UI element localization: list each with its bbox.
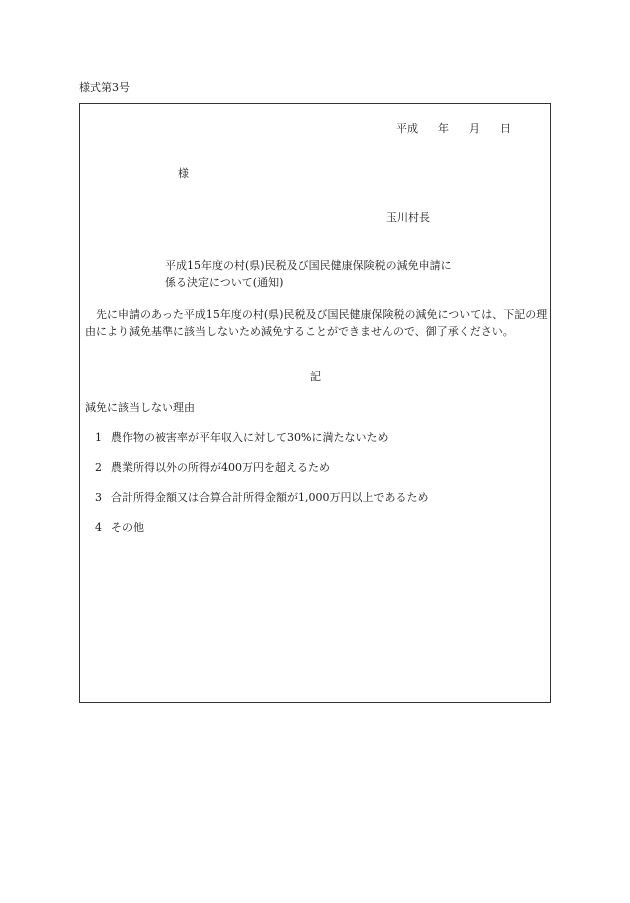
reason-list [95, 432, 429, 552]
subject-line-2: 係る決定について(通知) [165, 276, 284, 289]
subject [165, 257, 525, 291]
reason-text: その他 [111, 521, 144, 534]
reason-heading: 減免に該当しない理由 [85, 401, 195, 414]
issuer: 玉川村長 [386, 211, 430, 224]
reason-number: 3 [95, 491, 102, 504]
date-line [396, 123, 511, 134]
reason-item [95, 432, 429, 462]
reason-text: 農作物の被害率が平年収入に対して30%に満たないため [111, 431, 389, 444]
form-number: 様式第3号 [79, 81, 130, 94]
ki-heading: 記 [310, 370, 321, 383]
date-era: 平成 [396, 122, 418, 135]
date-day-unit: 日 [500, 122, 511, 135]
date-month-unit: 月 [469, 122, 480, 135]
reason-number: 1 [95, 431, 102, 444]
subject-line-1: 平成15年度の村(県)民税及び国民健康保険税の減免申請に [165, 259, 452, 272]
addressee-suffix: 様 [178, 167, 189, 180]
reason-item [95, 492, 429, 522]
reason-number: 4 [95, 521, 102, 534]
reason-item [95, 462, 429, 492]
reason-number: 2 [95, 461, 102, 474]
date-year-unit: 年 [438, 122, 449, 135]
reason-text: 合計所得金額又は合算合計所得金額が1,000万円以上であるため [111, 491, 429, 504]
body-text: 先に申請のあった平成15年度の村(県)民税及び国民健康保険税の減免については、下記の理由により減免基準に該当しないため減免することができませんので、御了承ください。 [85, 308, 548, 338]
reason-item [95, 522, 429, 552]
reason-text: 農業所得以外の所得が400万円を超えるため [111, 461, 330, 474]
